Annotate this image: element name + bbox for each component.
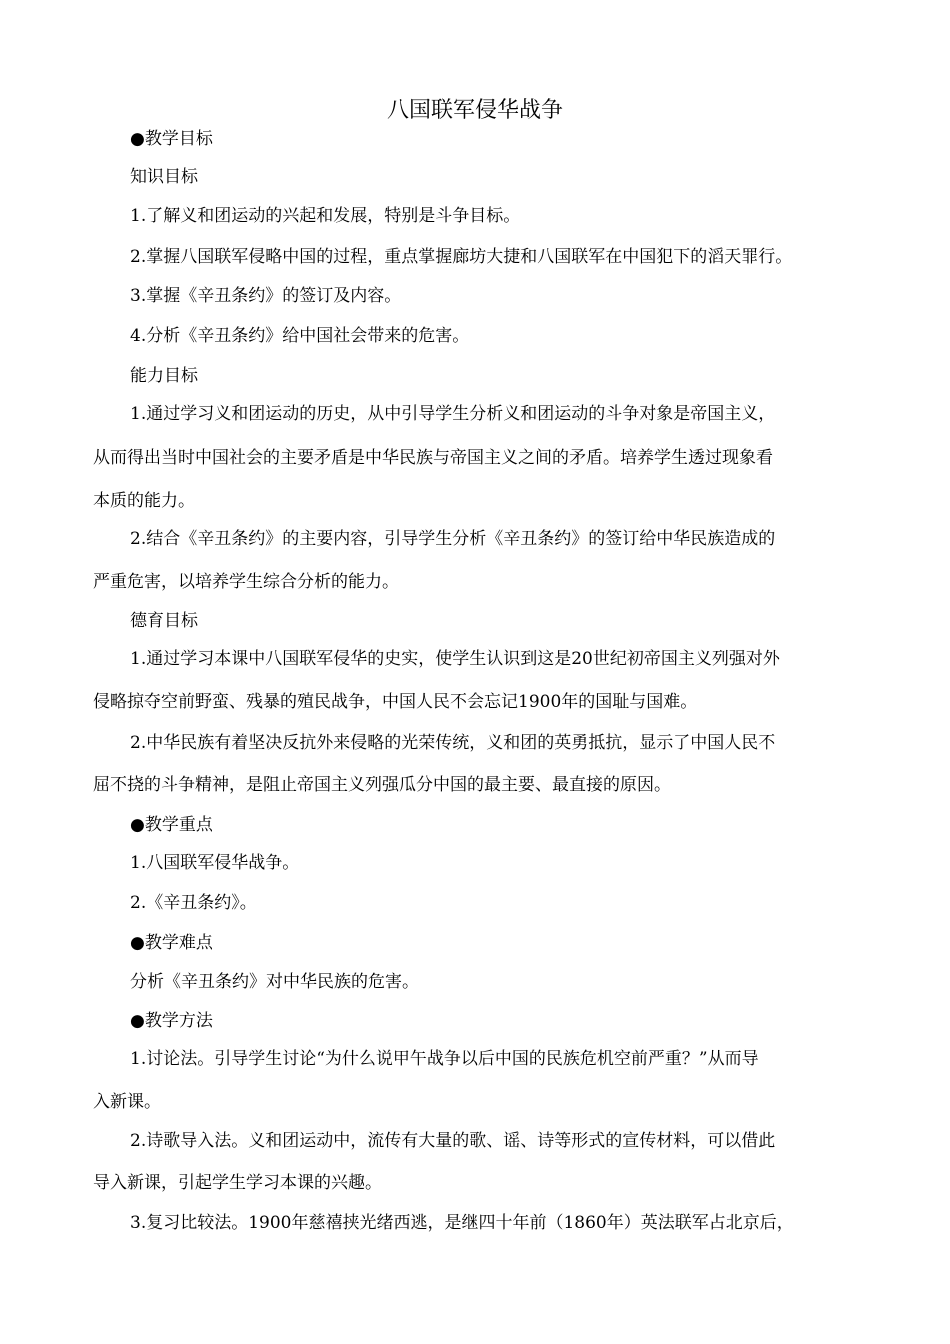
paragraph-line: 屈不挠的斗争精神，是阻止帝国主义列强瓜分中国的最主要、最直接的原因。 (93, 775, 671, 795)
subheading-knowledge-objectives: 知识目标 (130, 167, 198, 187)
paragraph-line: 严重危害，以培养学生综合分析的能力。 (93, 572, 399, 592)
paragraph-line: 4.分析《辛丑条约》给中国社会带来的危害。 (130, 326, 470, 346)
paragraph-line: 2.《辛丑条约》。 (130, 893, 257, 913)
subheading-moral-objectives: 德育目标 (130, 611, 198, 631)
heading-teaching-objectives: ●教学目标 (130, 129, 213, 149)
subheading-ability-objectives: 能力目标 (130, 366, 198, 386)
paragraph-line: 导入新课，引起学生学习本课的兴趣。 (93, 1173, 382, 1193)
paragraph-line: 从而得出当时中国社会的主要矛盾是中华民族与帝国主义之间的矛盾。培养学生透过现象看 (93, 448, 773, 468)
heading-teaching-methods: ●教学方法 (130, 1011, 213, 1031)
document-title: 八国联军侵华战争 (386, 98, 563, 123)
paragraph-line: 侵略掠夺空前野蛮、残暴的殖民战争，中国人民不会忘记1900年的国耻与国难。 (93, 692, 698, 712)
paragraph-line: 2.诗歌导入法。义和团运动中，流传有大量的歌、谣、诗等形式的宣传材料，可以借此 (130, 1131, 776, 1151)
heading-teaching-key-points: ●教学重点 (130, 815, 213, 835)
paragraph-line: 1.讨论法。引导学生讨论“为什么说甲午战争以后中国的民族危机空前严重？”从而导 (130, 1049, 759, 1069)
paragraph-line: 3.掌握《辛丑条约》的签订及内容。 (130, 286, 402, 306)
paragraph-line: 2.结合《辛丑条约》的主要内容，引导学生分析《辛丑条约》的签订给中华民族造成的 (130, 529, 776, 549)
paragraph-line: 分析《辛丑条约》对中华民族的危害。 (130, 972, 419, 992)
paragraph-line: 1.通过学习本课中八国联军侵华的史实，使学生认识到这是20世纪初帝国主义列强对外 (130, 649, 780, 669)
paragraph-line: 1.了解义和团运动的兴起和发展，特别是斗争目标。 (130, 206, 521, 226)
paragraph-line: 1.通过学习义和团运动的历史，从中引导学生分析义和团运动的斗争对象是帝国主义， (130, 404, 776, 424)
paragraph-line: 本质的能力。 (93, 491, 195, 511)
paragraph-line: 3.复习比较法。1900年慈禧挟光绪西逃，是继四十年前（1860年）英法联军占北京后， (130, 1213, 794, 1233)
heading-teaching-difficulties: ●教学难点 (130, 933, 213, 953)
paragraph-line: 2.掌握八国联军侵略中国的过程，重点掌握廊坊大捷和八国联军在中国犯下的滔天罪行。 (130, 247, 793, 267)
paragraph-line: 入新课。 (93, 1092, 161, 1112)
paragraph-line: 1.八国联军侵华战争。 (130, 853, 300, 873)
paragraph-line: 2.中华民族有着坚决反抗外来侵略的光荣传统，义和团的英勇抵抗，显示了中国人民不 (130, 733, 776, 753)
